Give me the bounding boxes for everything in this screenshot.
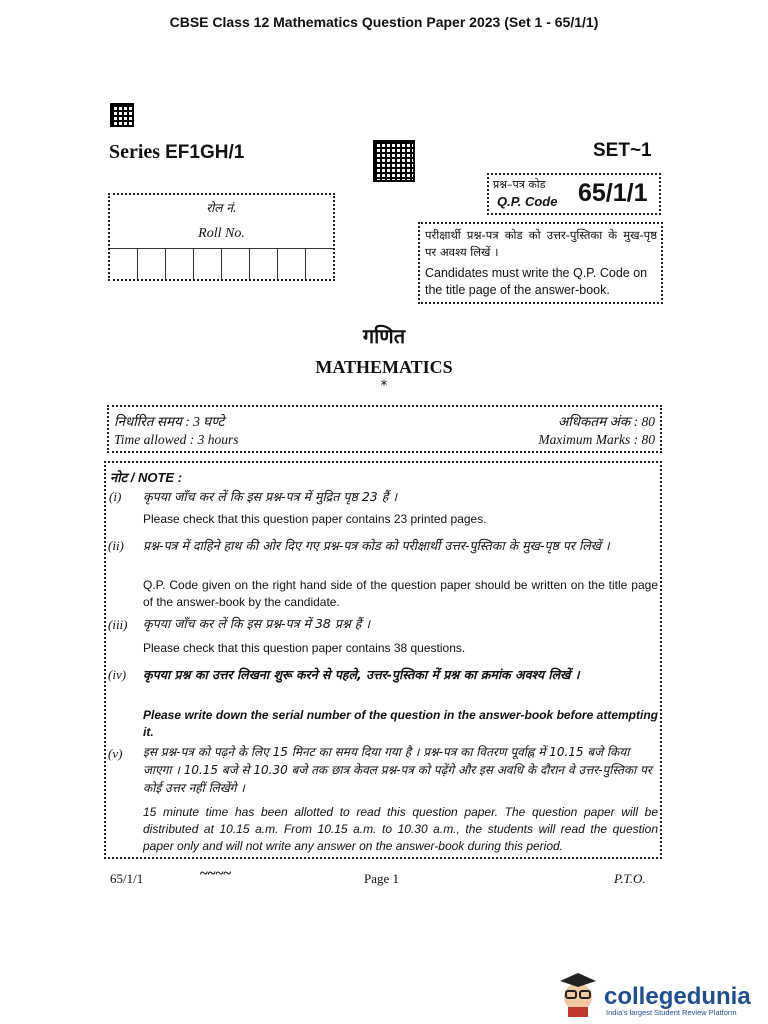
note-number: (ii) bbox=[108, 538, 124, 553]
note-hindi: इस प्रश्न-पत्र को पढ़ने के लिए 15 मिनट का समय दिया गया है । प्रश्न-पत्र का वितरण पूर्वाह्न में 10.15 बजे किया जाएगा । 10.15 बजे से 10.30 बजे तक छात्र केवल प्रश्न-पत्र को पढ़ेंगे और इस अवधि के दौरान वे उत्तर-पुस्तिका पर कोई उत्तर नहीं लिखेंगे । bbox=[143, 745, 652, 795]
note-english: Please check that this question paper contains 23 printed pages. bbox=[143, 512, 487, 526]
footer-page: Page 1 bbox=[364, 871, 400, 886]
roll-label-hindi: रोल नं. bbox=[206, 201, 237, 215]
note-number: (iii) bbox=[108, 617, 128, 632]
note-english: 15 minute time has been allotted to read this question paper. The question paper will be distributed at 10.15 a.m. From 10.15 a.m. to 10.30 a.m., the students will read the question paper only and will not write any answer on the answer-book during this period. bbox=[143, 805, 658, 853]
series-code: EF1GH/1 bbox=[165, 142, 245, 163]
note-hindi: कृपया प्रश्न का उत्तर लिखना शुरू करने से पहले, उत्तर-पुस्तिका में प्रश्न का क्रमांक अवश्य लिखें । bbox=[143, 667, 580, 682]
series-label bbox=[109, 141, 244, 164]
candidate-instruction-english: Candidates must write the Q.P. Code on the title page of the answer-book. bbox=[425, 266, 648, 297]
footer-pto: P.T.O. bbox=[614, 871, 646, 886]
notes-title: नोट / NOTE : bbox=[110, 470, 183, 485]
note-hindi: प्रश्न-पत्र में दाहिने हाथ की ओर दिए गए प्रश्न-पत्र कोड को परीक्षार्थी उत्तर-पुस्तिका के मुख-पृष्ठ पर लिखें । bbox=[143, 538, 610, 553]
qr-code-large bbox=[373, 140, 415, 182]
note-hindi: कृपया जाँच कर लें कि इस प्रश्न-पत्र में 38 प्रश्न हैं । bbox=[143, 616, 371, 631]
note-english: Q.P. Code given on the right hand side of the question paper should be written on the title page of the answer-book by the candidate. bbox=[143, 578, 658, 609]
collegedunia-tagline: India's largest Student Review Platform bbox=[606, 1008, 737, 1017]
qr-code-small bbox=[110, 103, 134, 127]
document-title: CBSE Class 12 Mathematics Question Paper 2023 (Set 1 - 65/1/1) bbox=[169, 14, 599, 30]
subject-hindi: गणित bbox=[362, 324, 406, 348]
roll-number-cells[interactable] bbox=[110, 248, 333, 279]
note-number: (v) bbox=[108, 746, 123, 761]
note-number: (iv) bbox=[108, 667, 127, 682]
time-english: Time allowed : 3 hours bbox=[114, 432, 239, 447]
roll-label-english: Roll No. bbox=[198, 226, 245, 241]
collegedunia-logo-icon bbox=[556, 967, 600, 1017]
footer-code: 65/1/1 bbox=[110, 871, 144, 886]
collegedunia-logo-text[interactable]: collegedunia bbox=[604, 983, 751, 1010]
note-english: Please check that this question paper contains 38 questions. bbox=[143, 641, 466, 655]
qp-code: 65/1/1 bbox=[578, 179, 648, 207]
note-number: (i) bbox=[109, 489, 122, 504]
footer-squiggle: ~~~~ bbox=[200, 866, 232, 882]
qp-label-hindi: प्रश्न–पत्र कोड bbox=[493, 178, 546, 191]
marks-hindi: अधिकतम अंक : 80 bbox=[557, 414, 655, 429]
asterisk: * bbox=[380, 378, 388, 394]
set-label: SET~1 bbox=[593, 140, 652, 161]
candidate-instruction-hindi: परीक्षार्थी प्रश्न-पत्र कोड को उत्तर-पुस्तिका के मुख-पृष्ठ पर अवश्य लिखें । bbox=[425, 228, 657, 259]
subject-english: MATHEMATICS bbox=[315, 357, 453, 377]
qp-label-english: Q.P. Code bbox=[497, 194, 558, 209]
note-hindi: कृपया जाँच कर लें कि इस प्रश्न-पत्र में मुद्रित पृष्ठ 23 हैं । bbox=[143, 489, 398, 504]
series-text: Series bbox=[109, 141, 161, 163]
time-hindi: निर्धारित समय : 3 घण्टे bbox=[114, 414, 225, 429]
note-english: Please write down the serial number of the question in the answer-book before attempting it. bbox=[143, 708, 658, 739]
marks-english: Maximum Marks : 80 bbox=[538, 432, 655, 447]
